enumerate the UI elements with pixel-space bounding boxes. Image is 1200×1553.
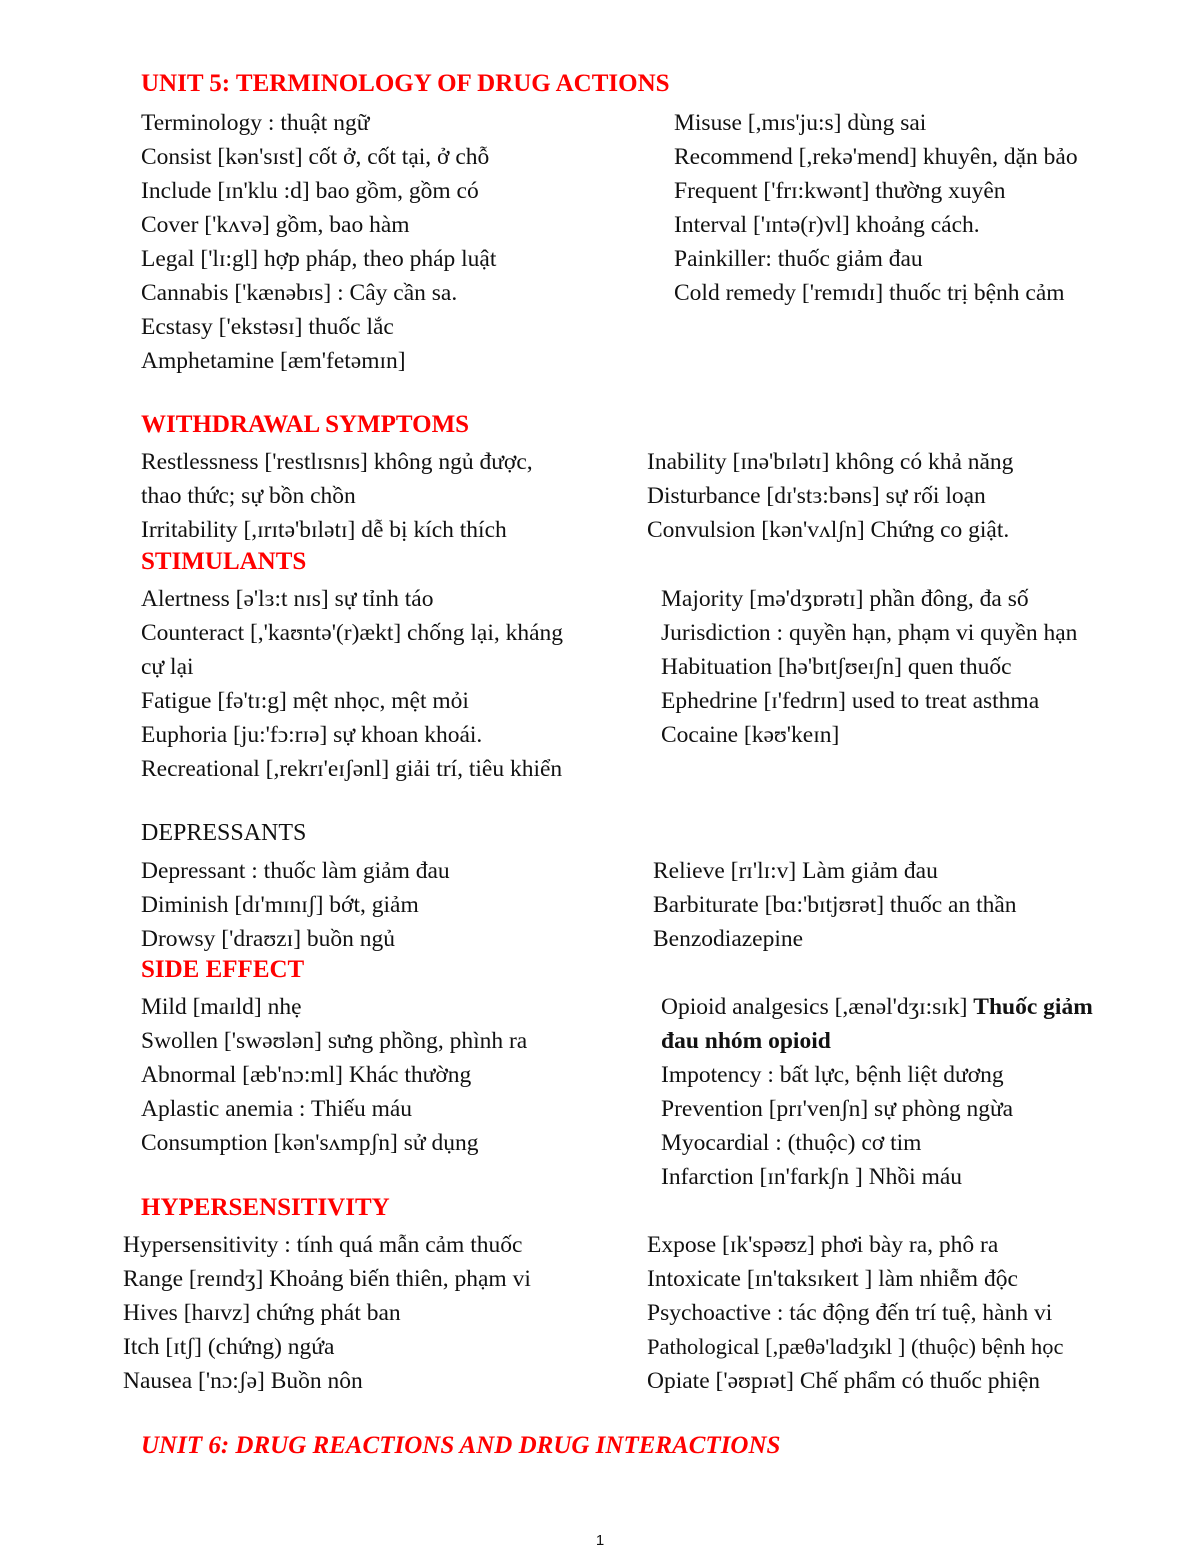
vocab-entry: Cocaine [kəʊ'keɪn]: [661, 722, 840, 748]
page-number: 1: [595, 1532, 605, 1549]
vocab-entry: Painkiller: thuốc giảm đau: [674, 246, 923, 272]
vocab-entry: Euphoria [ju:'fɔ:rɪə] sự khoan khoái.: [141, 722, 483, 748]
vocab-entry: Drowsy ['draʊzɪ] buồn ngủ: [141, 926, 396, 952]
vocab-entry: Cannabis ['kænəbɪs] : Cây cần sa.: [141, 280, 458, 306]
vocab-entry: Cover ['kʌvə] gồm, bao hàm: [141, 212, 410, 238]
stimulants-right-column: [661, 582, 1141, 752]
vocab-entry: Legal ['lɪ:gl] hợp pháp, theo pháp luật: [141, 246, 497, 272]
vocab-entry: Hypersensitivity : tính quá mẫn cảm thuốc: [123, 1232, 523, 1258]
withdrawal-heading: WITHDRAWAL SYMPTOMS: [141, 411, 470, 438]
vocab-entry: Prevention [prɪ'venʃn] sự phòng ngừa: [661, 1096, 1014, 1122]
vocab-entry: Disturbance [dɪ'stɜ:bəns] sự rối loạn: [647, 483, 986, 509]
stimulants-left-column: [141, 582, 591, 786]
vocab-entry: Barbiturate [bɑ:'bɪtjʊrət] thuốc an thần: [653, 892, 1017, 918]
vocab-entry: Include [ɪn'klu :d] bao gồm, gồm có: [141, 178, 479, 204]
vocab-entry: Amphetamine [æm'fetəmɪn]: [141, 348, 406, 374]
vocab-entry: Pathological [,pæθə'lɑdʒɪkl ] (thuộc) bệnh học: [647, 1334, 1064, 1359]
vocab-definition-bold: Thuốc giảm đau nhóm opioid: [661, 994, 1093, 1054]
vocab-entry: Majority [mə'dʒɒrətɪ] phần đông, đa số: [661, 586, 1029, 612]
withdrawal-right-column: [647, 445, 1147, 547]
vocab-entry: Depressant : thuốc làm giảm đau: [141, 858, 450, 884]
terminology-left-column: [141, 106, 611, 378]
vocab-entry: Fatigue [fə'tɪ:g] mệt nhọc, mệt mỏi: [141, 688, 469, 714]
side-effect-heading: SIDE EFFECT: [141, 956, 305, 983]
vocab-term: Opioid analgesics [,ænəl'dʒɪ:sɪk]: [661, 994, 974, 1020]
vocab-entry: Diminish [dɪ'mɪnɪʃ] bớt, giảm: [141, 892, 419, 918]
vocab-entry: Misuse [,mɪs'ju:s] dùng sai: [674, 110, 927, 136]
vocab-entry: Impotency : bất lực, bệnh liệt dương: [661, 1062, 1004, 1088]
vocab-entry: Myocardial : (thuộc) cơ tim: [661, 1130, 922, 1156]
vocab-entry: Abnormal [æb'nɔ:ml] Khác thường: [141, 1062, 472, 1088]
vocab-entry: Convulsion [kən'vʌlʃn] Chứng co giật.: [647, 517, 1010, 543]
withdrawal-left-column: [141, 445, 591, 547]
depressants-right-column: [653, 854, 1133, 956]
vocab-entry: Nausea ['nɔ:ʃə] Buồn nôn: [123, 1368, 363, 1394]
vocab-entry: Ecstasy ['ekstəsɪ] thuốc lắc: [141, 314, 394, 340]
vocab-entry: Recommend [,rekə'mend] khuyên, dặn bảo: [674, 144, 1078, 170]
vocab-entry: Psychoactive : tác động đến trí tuệ, hành vi: [647, 1300, 1053, 1326]
vocab-entry: Inability [ɪnə'bɪlətɪ] không có khả năng: [647, 449, 1014, 475]
vocab-entry: Aplastic anemia : Thiếu máu: [141, 1096, 413, 1122]
vocab-entry: Benzodiazepine: [653, 926, 804, 952]
vocab-entry: Cold remedy ['remɪdɪ] thuốc trị bệnh cảm: [674, 280, 1065, 306]
vocab-entry: Consist [kən'sɪst] cốt ở, cốt tại, ở chỗ: [141, 144, 490, 170]
vocab-entry: Relieve [rɪ'lɪ:v] Làm giảm đau: [653, 858, 938, 884]
unit6-title: UNIT 6: DRUG REACTIONS AND DRUG INTERACTIONS: [141, 1432, 781, 1459]
vocab-entry: Range [reɪndʒ] Khoảng biến thiên, phạm vi: [123, 1266, 531, 1292]
vocab-entry: Habituation [hə'bɪtʃʊeɪʃn] quen thuốc: [661, 654, 1012, 680]
vocab-entry: Ephedrine [ɪ'fedrɪn] used to treat asthma: [661, 688, 1040, 714]
page-title: UNIT 5: TERMINOLOGY OF DRUG ACTIONS: [141, 70, 670, 97]
vocab-entry: Terminology : thuật ngữ: [141, 110, 370, 136]
vocab-entry: Mild [maɪld] nhẹ: [141, 994, 302, 1020]
vocab-entry: Opiate ['əʊpɪət] Chế phẩm có thuốc phiện: [647, 1368, 1041, 1394]
vocab-entry: Hives [haɪvz] chứng phát ban: [123, 1300, 401, 1326]
depressants-left-column: [141, 854, 611, 956]
vocab-entry: Frequent ['frɪ:kwənt] thường xuyên: [674, 178, 1006, 204]
vocab-entry: Intoxicate [ɪn'tɑksɪkeɪt ] làm nhiễm độc: [647, 1266, 1018, 1292]
vocab-entry: Irritability [,ɪrɪtə'bɪlətɪ] dễ bị kích thích: [141, 517, 507, 543]
vocab-entry: Alertness [ə'lɜ:t nɪs] sự tỉnh táo: [141, 586, 434, 612]
vocab-entry: Infarction [ɪn'fɑrkʃn ] Nhồi máu: [661, 1164, 963, 1190]
vocab-entry: Counteract [,'kaʊntə'(r)ækt] chống lại, kháng cự lại: [141, 620, 564, 680]
stimulants-heading: STIMULANTS: [141, 548, 307, 575]
vocab-entry: Recreational [,rekrɪ'eɪʃənl] giải trí, tiêu khiển: [141, 756, 563, 782]
vocab-entry: [661, 990, 1111, 1058]
vocab-entry: Jurisdiction : quyền hạn, phạm vi quyền hạn: [661, 620, 1078, 646]
side-effect-right-column: [661, 990, 1141, 1194]
side-effect-left-column: [141, 990, 591, 1160]
terminology-right-column: [674, 106, 1144, 310]
depressants-heading: DEPRESSANTS: [141, 820, 307, 846]
vocab-entry: Expose [ɪk'spəʊz] phơi bày ra, phô ra: [647, 1232, 999, 1258]
vocab-entry: Restlessness ['restlɪsnɪs] không ngủ được, thao thức; sự bồn chồn: [141, 449, 533, 509]
vocab-entry: Interval ['ɪntə(r)vl] khoảng cách.: [674, 212, 980, 238]
vocab-entry: Itch [ɪtʃ] (chứng) ngứa: [123, 1334, 335, 1360]
vocab-entry: Swollen ['swəʊlən] sưng phồng, phình ra: [141, 1028, 528, 1054]
hypersensitivity-heading: HYPERSENSITIVITY: [141, 1194, 390, 1221]
hypersensitivity-right-column: [647, 1228, 1187, 1398]
hypersensitivity-left-column: [123, 1228, 623, 1398]
vocab-entry: Consumption [kən'sʌmpʃn] sử dụng: [141, 1130, 479, 1156]
